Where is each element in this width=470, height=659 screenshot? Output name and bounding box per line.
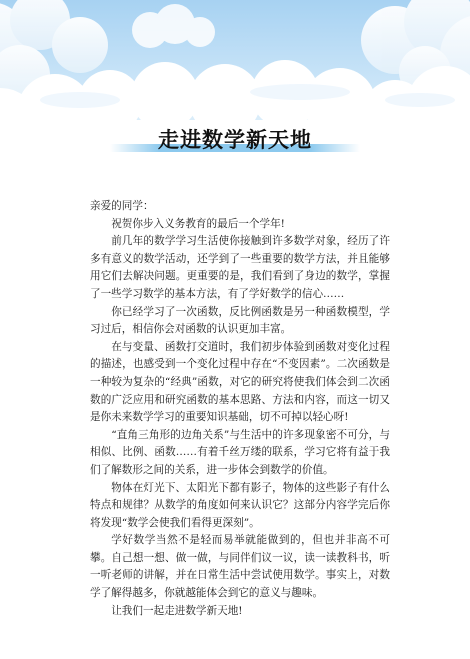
paragraph: 前几年的数学学习生活使你接触到许多数学对象，经历了许多有意义的数学活动，还学到了一些重要的数学方法，并且能够用它们去解决问题。更重要的是，我们看到了身边的数学，掌握了一些学习数学的基本方法，有了学好数学的信心…… [90,235,390,300]
paragraph: 学好数学当然不是轻而易举就能做到的，但也并非高不可攀。自己想一想、做一做，与同伴们议一议，读一读教科书，听一听老师的讲解，并在日常生活中尝试使用数学。事实上，对数学了解得越多，你就越能体会到它的意义与趣味。 [90,534,390,600]
paragraph: 祝贺你步入义务教育的最后一个学年! [111,217,285,230]
sky-cloud-header [0,0,470,200]
paragraph: “直角三角形的边角关系”与生活中的许多现象密不可分，与相似、比例、函数……有着千丝万缕的联系，学习它将有益于我们了解数形之间的关系，进一步体会到数学的价值。 [90,428,390,476]
paragraph: 让我们一起走进数学新天地! [111,604,243,617]
salutation: 亲爱的同学： [90,200,154,212]
paragraph: 你已经学习了一次函数，反比例函数是另一种函数模型，学习过后，相信你会对函数的认识更加丰富。 [90,305,390,336]
paragraph: 物体在灯光下、太阳光下都有影子，物体的这些影子有什么特点和规律？从数学的角度如何来认识它？这部分内容学完后你将发现“数学会使我们看得更深刻”。 [90,481,390,529]
letter-body [90,198,390,620]
paragraph: 在与变量、函数打交道时，我们初步体验到函数对变化过程的描述，也感受到一个变化过程中存在“不变因素”。二次函数是一种较为复杂的“经典”函数，对它的研究将使我们体会到二次函数的广泛应用和研究函数的基本思路、方法和内容，而这一切又是你未来数学学习的重要知识基础，切不可掉以轻心呀! [90,340,390,424]
page-title: 走进数学新天地 [158,128,312,152]
cloud-illustration [0,0,470,200]
